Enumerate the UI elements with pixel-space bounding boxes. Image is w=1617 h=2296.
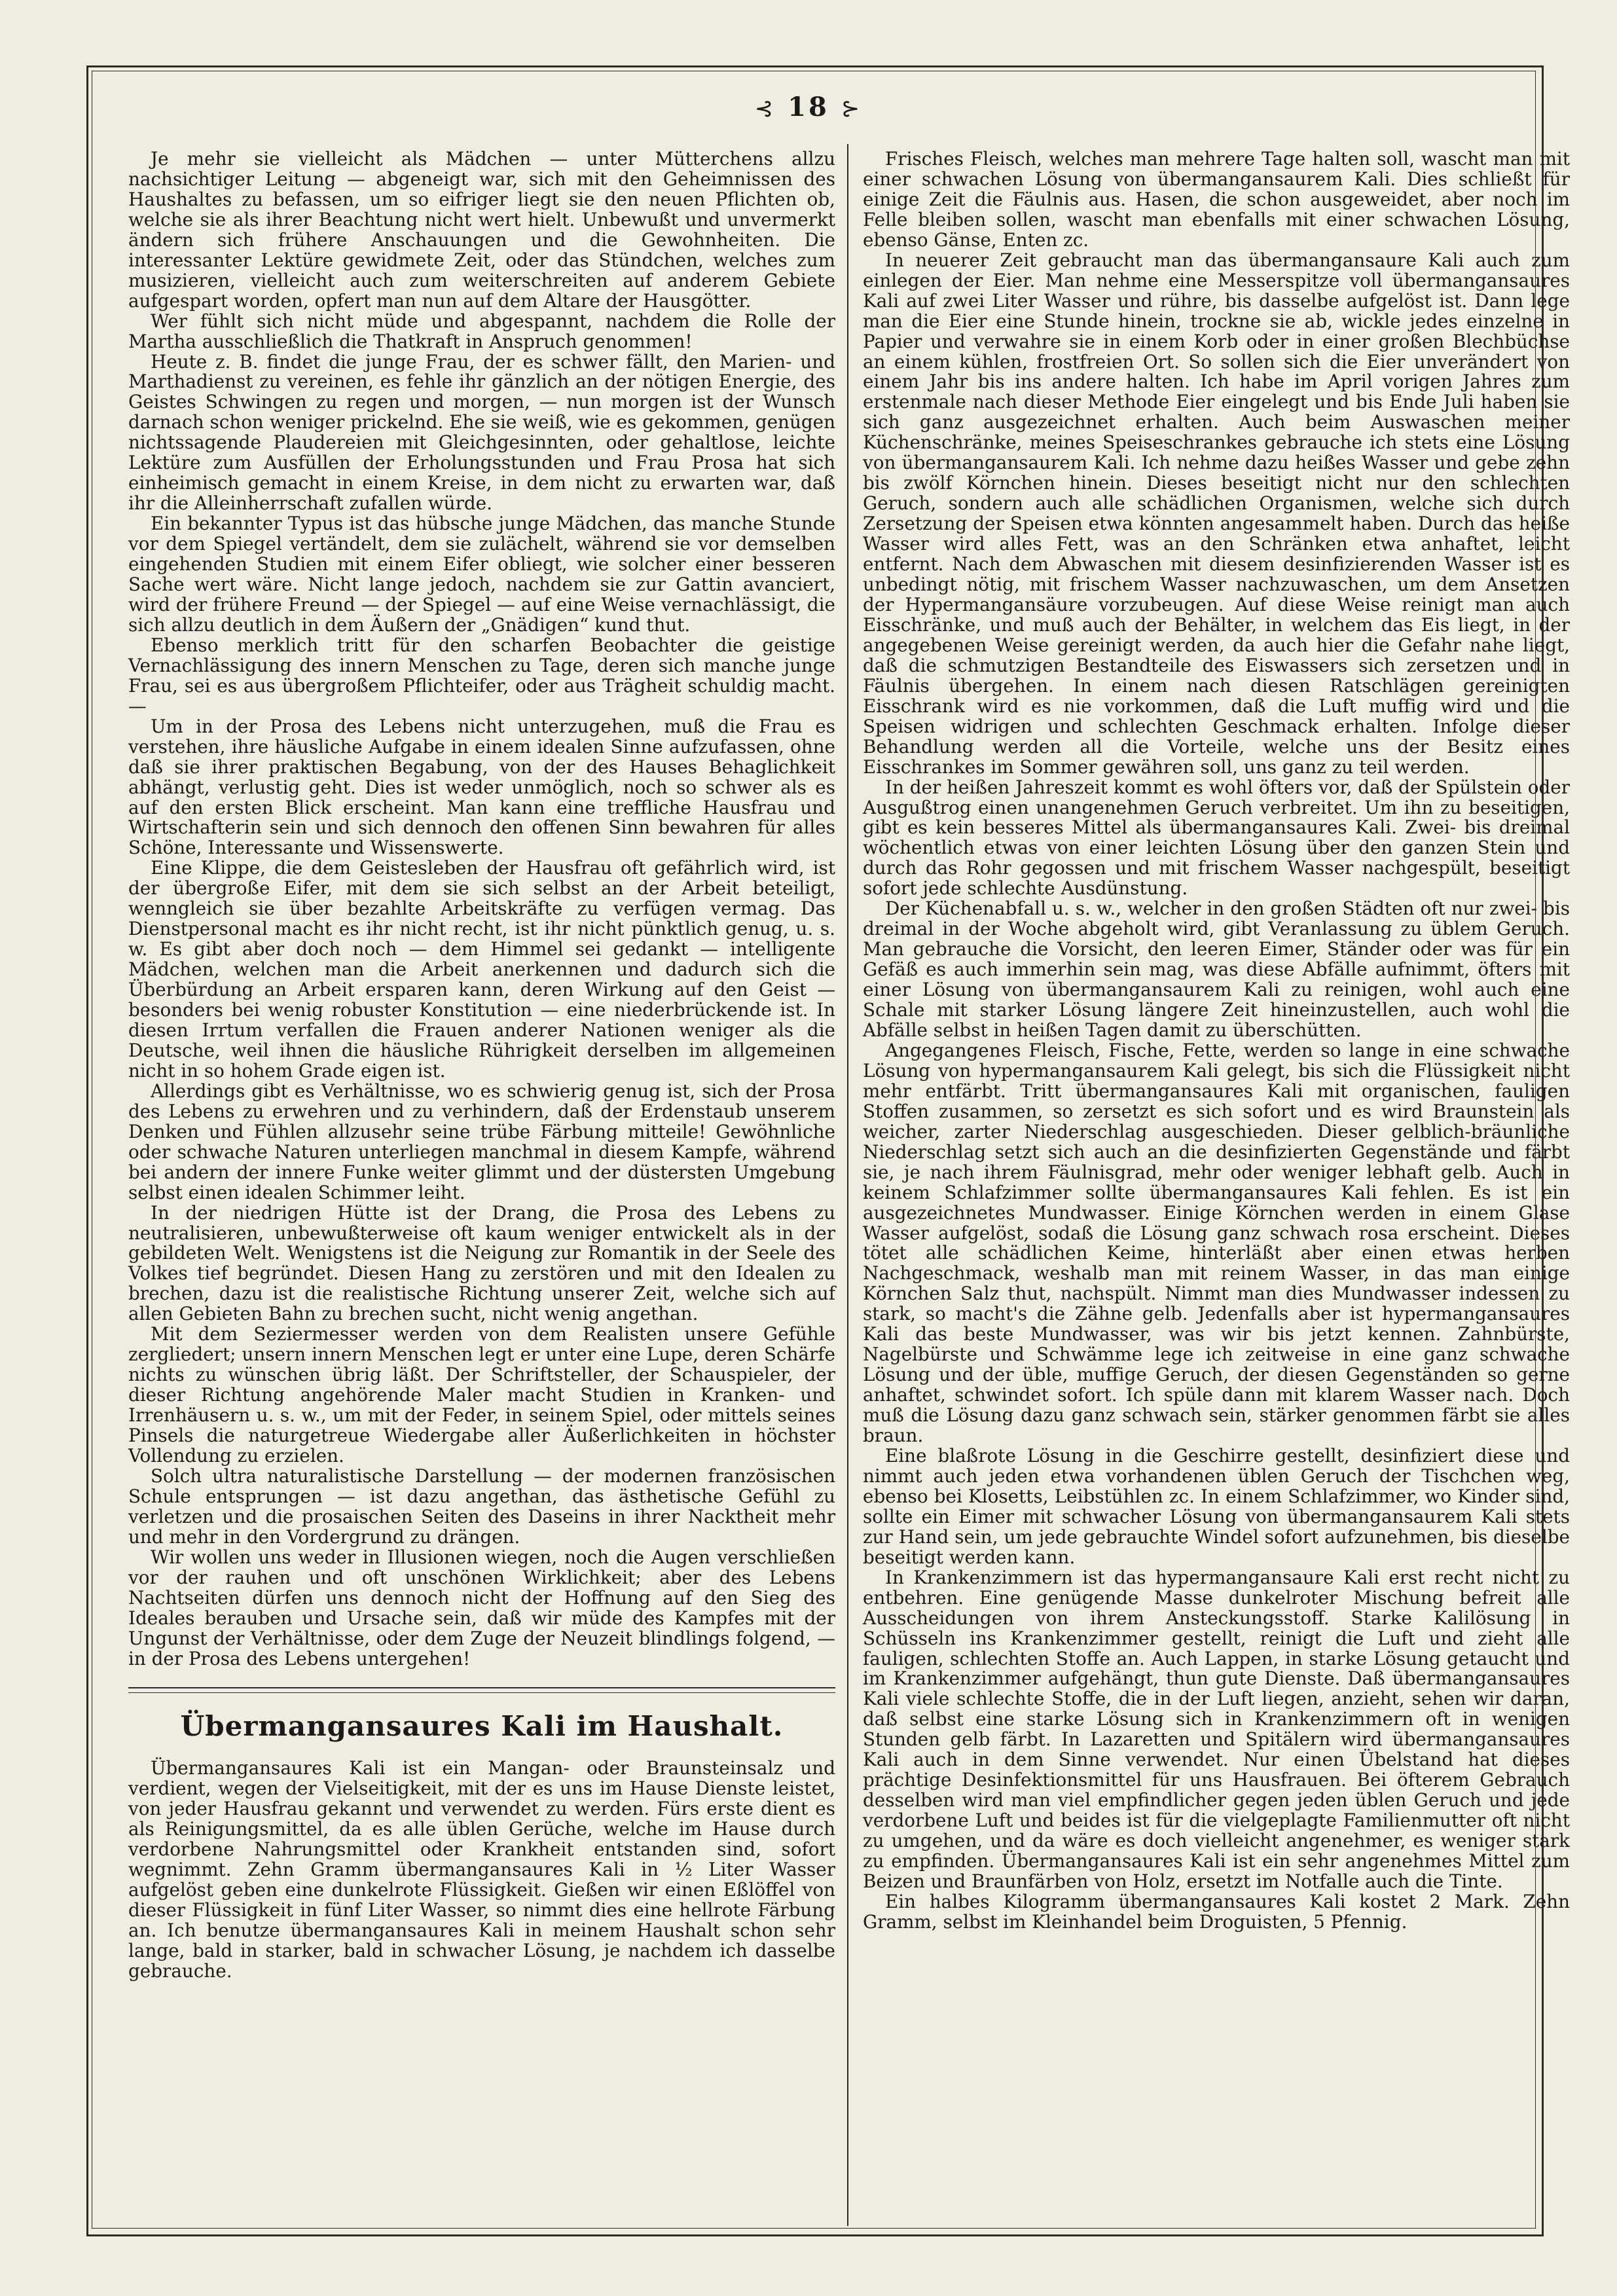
paragraph: Mit dem Seziermesser werden von dem Realisten unsere Gefühle zergliedert; unsern innern Menschen legt er unter eine Lupe, deren Schärfe nichts zu wünschen übrig läßt. Der Schriftsteller, der Schauspieler, der dieser Richtung angehörende Maler macht Studien in Kranken- und Irrenhäusern u. s. w., um mit der Feder, in seinem Spiel, oder mittels seines Pinsels die naturgetreue Wiedergabe aller Äußerlichkeiten in höchster Vollendung zu erzielen.	[128, 1323, 835, 1467]
paragraph: Je mehr sie vielleicht als Mädchen — unter Mütterchens allzu nachsichtiger Leitung — abgeneigt war, sich mit den Geheimnissen des Haushaltes zu befassen, um so eifriger liegt sie den neuen Pflichten ob, welche sie als ihrer Beachtung nicht wert hielt. Unbewußt und unvermerkt ändern sich frühere Anschauungen und die Gewohnheiten. Die interessanter Lektüre gewidmete Zeit, oder das Stündchen, welches zum musizieren, vielleicht auch zum weiterschreiten auf anderem Gebiete aufgespart worden, opfert man nun auf dem Altare der Hausgötter.	[128, 148, 835, 312]
paragraph: In Krankenzimmern ist das hypermangansaure Kali erst recht nicht zu entbehren. Eine genügende Masse dunkelroter Mischung befreit alle Ausscheidungen von ihrem Ansteckungsstoff. Starke Kalilösung in Schüsseln ins Krankenzimmer gestellt, reinigt die Luft und zieht alle fauligen, schlechten Stoffe an. Auch Lappen, in starke Lösung getaucht und im Krankenzimmer aufgehängt, thun gute Dienste. Daß übermangansaures Kali viele schlechte Stoffe, die in der Luft liegen, anzieht, sehen wir daran, daß selbst eine starke Lösung sich in Krankenzimmern oft in wenigen Stunden gelb färbt. In Lazaretten und Spitälern wird übermangansaures Kali auch in dem Sinne verwendet. Nur einen Übelstand hat dieses prächtige Desinfektionsmittel für uns Hausfrauen. Bei öfterem Gebrauch desselben wird man viel empfindlicher gegen jeden üblen Geruch und jede verdorbene Luft und beides ist für die vielgeplagte Familienmutter oft nicht zu umgehen, und da wäre es doch vielleicht angenehmer, es weniger stark zu empfinden. Übermangansaures Kali ist ein sehr angenehmes Mittel zum Beizen und Braunfärben von Holz, ersetzt im Notfalle auch die Tinte.	[863, 1566, 1570, 1893]
paragraph: Allerdings gibt es Verhältnisse, wo es schwierig genug ist, sich der Prosa des Lebens zu erwehren und zu verhindern, daß der Erdenstaub unserem Denken und Fühlen allzusehr seine trübe Färbung mitteile! Gewöhnliche oder schwache Naturen unterliegen manchmal in diesem Kampfe, während bei andern der innere Funke weiter glimmt und der düstersten Umgebung selbst einen idealen Schimmer leiht.	[128, 1080, 835, 1203]
paragraph: Der Küchenabfall u. s. w., welcher in den großen Städten oft nur zwei- bis dreimal in der Woche abgeholt wird, gibt Veranlassung zu üblem Geruch. Man gebrauche die Vorsicht, den leeren Eimer, Ständer oder was für ein Gefäß es auch immerhin sein mag, was diese Abfälle aufnimmt, öfters mit einer Lösung von übermangansaurem Kali zu reinigen, wohl auch eine Schale mit starker Lösung längere Zeit hineinzustellen, auch wohl die Abfälle selbst in heißen Tagen damit zu überschütten.	[863, 898, 1570, 1041]
ornament-right: ⊱	[841, 96, 863, 122]
left-column	[128, 149, 835, 1982]
paragraph: Frisches Fleisch, welches man mehrere Tage halten soll, wascht man mit einer schwachen Lösung von übermangansaurem Kali. Dies schließt für einige Zeit die Fäulnis aus. Hasen, die schon ausgeweidet, aber noch im Felle bleiben sollen, wascht man ebenfalls mit einer schwachen Lösung, ebenso Gänse, Enten zc.	[863, 148, 1570, 251]
paragraph: Heute z. B. findet die junge Frau, der es schwer fällt, den Marien- und Marthadienst zu vereinen, es fehle ihr gänzlich an der nötigen Energie, des Geistes Schwingen zu regen und morgen, — nun morgen ist der Wunsch darnach schon weniger prickelnd. Ehe sie weiß, wie es gekommen, genügen nichtssagende Plaudereien mit Gleichgesinnten, oder gehaltlose, leichte Lektüre zum Ausfüllen der Erholungsstunden und Frau Prosa hat sich einheimisch gemacht in einem Kreise, in dem nicht zu erwarten war, daß ihr die Alleinherrschaft zufallen würde.	[128, 350, 835, 515]
section-rule-thin	[128, 1692, 835, 1693]
page-number-line	[0, 92, 1617, 122]
right-column	[863, 149, 1570, 1933]
section-rule	[128, 1687, 835, 1688]
page-number: 18	[788, 92, 829, 122]
paragraph: Eine blaßrote Lösung in die Geschirre gestellt, desinfiziert diese und nimmt auch jeden etwa vorhandenen üblen Geruch der Tischchen weg, ebenso bei Klosetts, Leibstühlen zc. In einem Schlafzimmer, wo Kinder sind, sollte ein Eimer mit schwacher Lösung von übermangansaurem Kali stets zur Hand sein, um jede gebrauchte Windel sofort aufzunehmen, bis dieselbe beseitigt werden kann.	[863, 1445, 1570, 1568]
paragraph: In der niedrigen Hütte ist der Drang, die Prosa des Lebens zu neutralisieren, unbewußterweise oft kaum weniger entwickelt als in der gebildeten Welt. Wenigstens ist die Neigung zur Romantik in der Seele des Volkes tief begründet. Diesen Hang zu zerstören und mit den Idealen zu brechen, dazu ist die realistische Richtung unserer Zeit, welche sich auf allen Gebieten Bahn zu brechen sucht, nicht wenig angethan.	[128, 1201, 835, 1325]
ornament-left: ⊰	[754, 96, 776, 122]
paragraph: In der heißen Jahreszeit kommt es wohl öfters vor, daß der Spülstein oder Ausgußtrog einen unangenehmen Geruch verbreitet. Um ihn zu beseitigen, gibt es kein besseres Mittel als übermangansaures Kali. Zwei- bis dreimal wöchentlich etwas von einer leichten Lösung über den ganzen Stein und durch das Rohr gegossen und mit frischem Wasser nachgespült, beseitigt sofort jede schlechte Ausdünstung.	[863, 776, 1570, 900]
paragraph: In neuerer Zeit gebraucht man das übermangansaure Kali auch zum einlegen der Eier. Man nehme eine Messerspitze voll übermangansaures Kali auf zwei Liter Wasser und rühre, bis dasselbe aufgelöst ist. Dann lege man die Eier eine Stunde hinein, trockne sie ab, wickle jedes einzelne in Papier und verwahre sie in einem Korb oder in einer großen Blechbüchse an einem kühlen, frostfreien Ort. So sollen sich die Eier unverändert von einem Jahr bis ins andere halten. Ich habe im April vorigen Jahres zum erstenmale nach dieser Methode Eier eingelegt und bis Ende Juli haben sie sich ganz ausgezeichnet erhalten. Auch beim Auswaschen meiner Küchenschränke, meines Speiseschrankes gebrauche ich stets eine Lösung von übermangansaurem Kali. Ich nehme dazu heißes Wasser und gebe zehn bis zwölf Körnchen hinein. Dieses beseitigt nicht nur den schlechten Geruch, sondern auch alle schädlichen Organismen, welche sich durch Zersetzung der Speisen etwa könnten angesammelt haben. Durch das heiße Wasser wird alles Fett, was an den Schränken etwa anhaftet, leicht entfernt. Nach dem Abwaschen mit diesem desinfizierenden Wasser ist es unbedingt nötig, mit frischem Wasser nachzuwaschen, um dem Ansetzen der Hypermangansäure vorzubeugen. Auf diese Weise reinigt man auch Eisschränke, und muß auch der Behälter, in welchem das Eis liegt, in der angegebenen Weise gereinigt werden, da auch hier die Gefahr nahe liegt, daß die schmutzigen Bestandteile des Eiswassers sich zersetzen und in Fäulnis übergehen. In einem nach diesen Ratschlägen gereinigten Eisschrank wird es nie vorkommen, daß die Luft muffig wird und die Speisen widrigen und schlechten Geschmack erhalten. Infolge dieser Behandlung werden all die Vorteile, welche uns der Besitz eines Eisschrankes im Sommer gewähren soll, uns ganz zu teil werden.	[863, 249, 1570, 778]
article-title: Übermangansaures Kali im Haushalt.	[180, 1710, 784, 1743]
paragraph: Wir wollen uns weder in Illusionen wiegen, noch die Augen verschließen vor der rauhen und oft unschönen Wirklichkeit; aber des Lebens Nachtseiten dürfen uns dennoch nicht der Hoffnung auf den Sieg des Ideales berauben und Ursache sein, daß wir müde des Kampfes mit der Ungunst der Verhältnisse, oder dem Zuge der Neuzeit blindlings folgend, — in der Prosa des Lebens untergehen!	[128, 1546, 835, 1669]
paragraph: Angegangenes Fleisch, Fische, Fette, werden so lange in eine schwache Lösung von hypermangansaurem Kali gelegt, bis sich die Flüssigkeit nicht mehr entfärbt. Tritt übermangansaures Kali mit organischen, fauligen Stoffen zusammen, so zersetzt es sich sofort und es wird Braunstein als weicher, zarter Niederschlag ausgeschieden. Dieser gelblich-bräunliche Niederschlag setzt sich auch an die desinfizierten Gegenstände und färbt sie, je nach ihrem Fäulnisgrad, mehr oder weniger lebhaft gelb. Auch in keinem Schlafzimmer sollte übermangansaures Kali fehlen. Es ist ein ausgezeichnetes Mundwasser. Einige Körnchen werden in einem Glase Wasser aufgelöst, sodaß die Lösung ganz schwach rosa erscheint. Dieses tötet alle schädlichen Keime, hinterläßt aber einen etwas herben Nachgeschmack, weshalb man mit reinem Wasser, in das man einige Körnchen Salz thut, nachspült. Nimmt man dies Mundwasser indessen zu stark, so macht's die Zähne gelb. Jedenfalls aber ist hypermangansaures Kali das beste Mundwasser, was wir bis jetzt kennen. Zahnbürste, Nagelbürste und Schwämme lege ich zeitweise in eine ganz schwache Lösung und der üble, muffige Geruch, der diesen Gegenständen so gerne anhaftet, schwindet sofort. Ich spüle dann mit klarem Wasser nach. Doch muß die Lösung dazu ganz schwach sein, stärker genommen färbt sie alles braun.	[863, 1039, 1570, 1447]
paragraph: Eine Klippe, die dem Geistesleben der Hausfrau oft gefährlich wird, ist der übergroße Eifer, mit dem sie sich selbst an der Arbeit beteiligt, wenngleich sie über bezahlte Arbeitskräfte zu verfügen vermag. Das Dienstpersonal macht es ihr nicht recht, ist ihr nicht pünktlich genug, u. s. w. Es gibt aber doch noch — dem Himmel sei gedankt — intelligente Mädchen, welchen man die Arbeit anerkennen und dadurch sich die Überbürdung an Arbeit ersparen kann, deren Wirkung auf den Geist — besonders bei wenig robuster Konstitution — eine niederbrückende ist. In diesen Irrtum verfallen die Frauen anderer Nationen weniger als die Deutsche, weil ihnen die häusliche Rührigkeit derselben im allgemeinen nicht in so hohem Grade eigen ist.	[128, 857, 835, 1082]
paragraph: Solch ultra naturalistische Darstellung — der modernen französischen Schule entsprungen — ist dazu angethan, das ästhetische Gefühl zu verletzen und die prosaischen Seiten des Daseins in ihrer Nacktheit mehr und mehr in den Vordergrund zu drängen.	[128, 1465, 835, 1548]
paragraph: Ein halbes Kilogramm übermangansaures Kali kostet 2 Mark. Zehn Gramm, selbst im Kleinhandel beim Droguisten, 5 Pfennig.	[863, 1890, 1570, 1933]
paragraph: Um in der Prosa des Lebens nicht unterzugehen, muß die Frau es verstehen, ihre häusliche Aufgabe in einem idealen Sinne aufzufassen, ohne daß sie ihrer praktischen Begabung, von der des Hauses Behaglichkeit abhängt, verlustig geht. Dies ist weder unmöglich, noch so schwer als es auf den ersten Blick erscheint. Man kann eine treffliche Hausfrau und Wirtschafterin sein und sich dennoch den offenen Sinn bewahren für alles Schöne, Interessante und Wissenswerte.	[128, 715, 835, 859]
paragraph: Ebenso merklich tritt für den scharfen Beobachter die geistige Vernachlässigung des innern Menschen zu Tage, deren sich manche junge Frau, sei es aus übergroßem Pflichteifer, oder aus Trägheit schuldig macht. —	[128, 634, 835, 717]
column-divider	[847, 144, 848, 2226]
paragraph: Wer fühlt sich nicht müde und abgespannt, nachdem die Rolle der Martha ausschließlich die Thatkraft in Anspruch genommen!	[128, 310, 835, 352]
paragraph: Übermangansaures Kali ist ein Mangan- oder Braunsteinsalz und verdient, wegen der Vielseitigkeit, mit der es uns im Hause Dienste leistet, von jeder Hausfrau gekannt und verwendet zu werden. Fürs erste dient es als Reinigungsmittel, da es alle üblen Gerüche, welche im Hause durch verdorbene Nahrungsmittel oder Krankheit entstanden sind, sofort wegnimmt. Zehn Gramm übermangansaures Kali in ½ Liter Wasser aufgelöst geben eine dunkelrote Flüssigkeit. Gießen wir einen Eßlöffel von dieser Flüssigkeit in fünf Liter Wasser, so nimmt dies eine hellrote Färbung an. Ich benutze übermangansaures Kali in meinem Haushalt schon sehr lange, bald in starker, bald in schwacher Lösung, je nachdem ich dasselbe gebrauche.	[128, 1757, 835, 1982]
paragraph: Ein bekannter Typus ist das hübsche junge Mädchen, das manche Stunde vor dem Spiegel vertändelt, dem sie zulächelt, während sie vor demselben eingehenden Studien mit einem Eifer obliegt, wie solcher einer besseren Sache wert wäre. Nicht lange jedoch, nachdem sie zur Gattin avanciert, wird der frühere Freund — der Spiegel — auf eine Weise vernachlässigt, die sich allzu deutlich in dem Äußern der „Gnädigen“ kund thut.	[128, 513, 835, 636]
